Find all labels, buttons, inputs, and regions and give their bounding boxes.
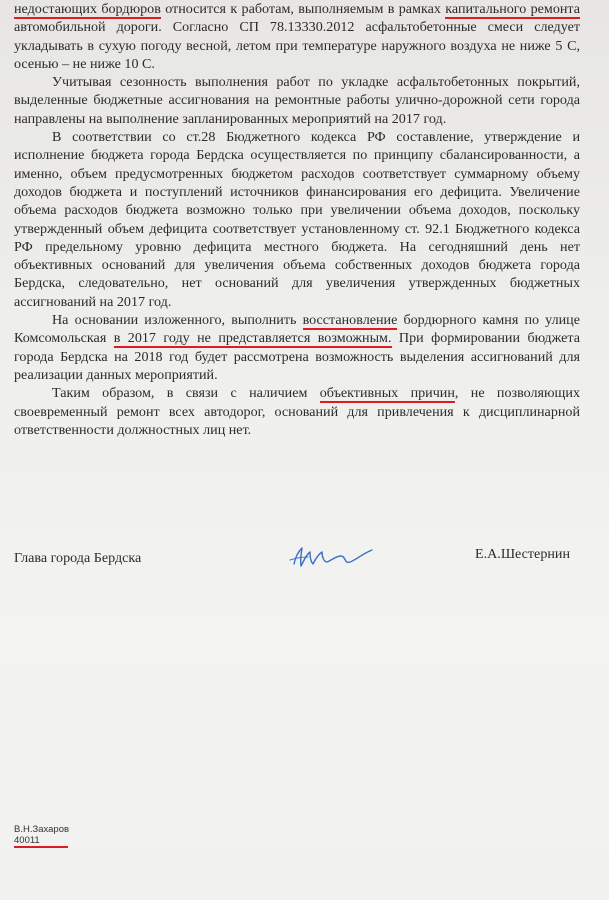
- text-segment: автомобильной дороги. Согласно СП 78.13330.2012 асфальтобетонные смеси следует укладывать в сухую погоду весной, летом при температуре наружного воздуха не ниже 5 С, осенью – не ниже 10 С.: [14, 19, 580, 72]
- paragraph: [14, 128, 580, 311]
- paragraph: [14, 311, 580, 384]
- underlined-phrase: недостающих бордюров: [14, 1, 161, 17]
- text-segment: В соответствии со ст.28 Бюджетного кодекса РФ составление, утверждение и исполнение бюджета города Бердска осуществляется по принципу сбалансированности, а именно, объем предусмотренных бюджетом расходов соответствует суммарному объему доходов бюджета и поступлений источников финансирования его дефицита. Увеличение объема расходов бюджета возможно только при увеличении объема доходов, поскольку утвержденный объем дефицита соответствует установленному ст. 92.1 Бюджетного кодекса РФ предельному уровню дефицита местного бюджета. На сегодняшний день нет объективных оснований для увеличения объема собственных доходов бюджета города Бердска, следовательно, нет оснований для увеличения утвержденных бюджетных ассигнований на 2017 год.: [14, 129, 580, 310]
- text-segment: При формировании бюджета города Бердска на 2018 год будет рассмотрена возможность выделения ассигнований для реализации данных мероприятий.: [14, 330, 580, 383]
- executor-name: В.Н.Захаров: [14, 824, 70, 835]
- letter-body: [14, 0, 580, 439]
- text-segment: относится к работам, выполняемым в рамках: [160, 1, 446, 17]
- underlined-phrase: капитального ремонта: [445, 1, 580, 17]
- text-segment: Таким образом, в связи с наличием: [52, 385, 320, 402]
- signatory-name: Е.А.Шестернин: [474, 546, 570, 562]
- text-segment: На основании изложенного, выполнить: [52, 312, 303, 329]
- paragraph: [14, 73, 580, 128]
- underlined-phrase: объективных причин: [319, 385, 455, 402]
- text-segment: бордюрного камня по улице Комсомольская: [14, 312, 580, 347]
- paragraph: [14, 384, 580, 439]
- executor-phone: 40011: [14, 835, 40, 846]
- underlined-phrase: в 2017 году не представляется возможным.: [113, 330, 392, 347]
- executor-block: [14, 824, 69, 846]
- signature-block: [14, 546, 580, 576]
- handwritten-signature: [286, 542, 386, 574]
- text-segment: , не позволяющих своевременный ремонт всех автодорог, оснований для привлечения к дисциплинарной ответственности должностных лиц нет.: [14, 385, 580, 438]
- executor-underline: [14, 846, 68, 848]
- signatory-title: Глава города Бердска: [14, 550, 142, 566]
- underlined-phrase: восстановление: [302, 312, 398, 329]
- paragraph: [14, 0, 580, 73]
- text-segment: Учитывая сезонность выполнения работ по укладке асфальтобетонных покрытий, выделенные бюджетные ассигнования на ремонтные работы улично-дорожной сети города направлены на выполнение запланированных мероприятий на 2017 год.: [14, 74, 580, 127]
